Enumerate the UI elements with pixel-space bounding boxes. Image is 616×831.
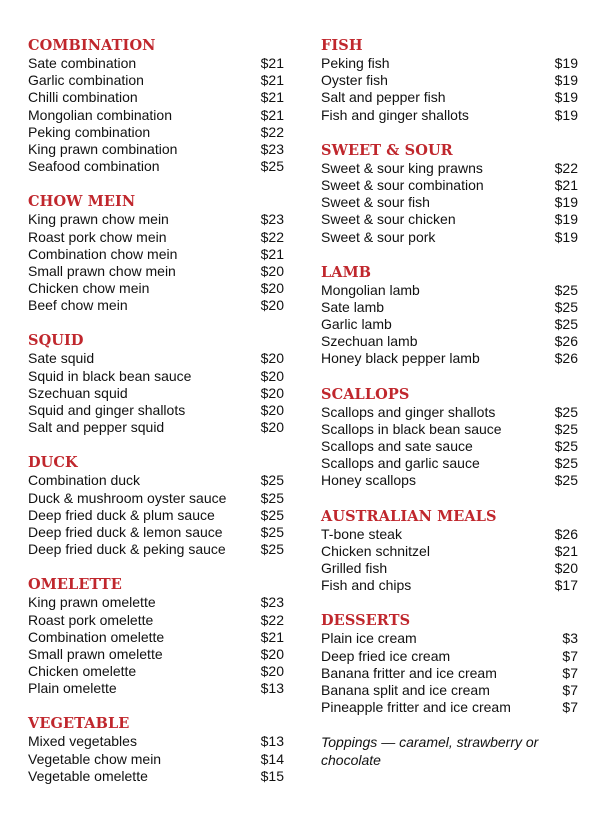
- menu-item: [28, 680, 284, 697]
- section-title: LAMB: [321, 263, 372, 281]
- menu-item: [321, 543, 578, 560]
- menu-item-name: Chicken chow mein: [28, 280, 150, 297]
- menu-item-name: Roast pork chow mein: [28, 228, 167, 245]
- menu-item: [28, 751, 284, 768]
- menu-item-price: $21: [260, 245, 284, 262]
- menu-item-name: Deep fried ice cream: [321, 647, 451, 664]
- menu-item: [321, 55, 578, 72]
- menu-item-price: $23: [260, 594, 284, 611]
- toppings-note: Toppings — caramel, strawberry or chocolate: [321, 734, 539, 768]
- menu-item-name: Oyster fish: [321, 72, 388, 89]
- menu-item: [28, 124, 284, 141]
- menu-item-price: $25: [554, 298, 578, 315]
- menu-section-combination: [28, 37, 284, 175]
- menu-section-sweet-and-sour: [321, 142, 578, 246]
- menu-item: [28, 141, 284, 158]
- menu-item: [321, 89, 578, 106]
- menu-item-name: Honey scallops: [321, 472, 416, 489]
- menu-item-price: $22: [260, 228, 284, 245]
- menu-item: [321, 107, 578, 124]
- menu-item-name: Mongolian combination: [28, 106, 172, 123]
- section-title: VEGETABLE: [28, 715, 130, 733]
- menu-section-australian-meals: [321, 508, 578, 595]
- menu-item-price: $19: [554, 89, 578, 106]
- menu-item-price: $19: [554, 228, 578, 245]
- menu-column-left: [28, 37, 284, 785]
- menu-item: [321, 194, 578, 211]
- menu-item-name: Squid in black bean sauce: [28, 367, 192, 384]
- menu-item-list: [28, 211, 284, 314]
- menu-item-name: Peking combination: [28, 123, 151, 140]
- menu-item: [321, 282, 578, 299]
- menu-item-list: [321, 55, 578, 124]
- menu-item: [28, 280, 284, 297]
- menu-item-name: Sweet & sour king prawns: [321, 159, 483, 176]
- menu-item-price: $25: [554, 403, 578, 420]
- menu-item-list: [28, 594, 284, 697]
- menu-item-list: [321, 526, 578, 595]
- menu-item-name: Banana split and ice cream: [321, 681, 490, 698]
- menu-item-list: [321, 160, 578, 246]
- menu-item: [28, 629, 284, 646]
- menu-item-price: $20: [554, 559, 578, 576]
- menu-item-name: Fish and ginger shallots: [321, 106, 469, 123]
- menu-item: [28, 72, 284, 89]
- menu-item-name: Sweet & sour combination: [321, 176, 484, 193]
- menu-item-name: Mixed vegetables: [28, 733, 137, 750]
- menu-item-price: $20: [260, 419, 284, 436]
- menu-item-price: $25: [260, 158, 284, 175]
- menu-item-price: $22: [554, 159, 578, 176]
- menu-item: [321, 438, 578, 455]
- menu-item-price: $3: [562, 630, 578, 647]
- menu-item: [321, 350, 578, 367]
- menu-item-name: Deep fried duck & lemon sauce: [28, 523, 223, 540]
- menu-item-name: T-bone steak: [321, 525, 402, 542]
- menu-item-price: $7: [562, 664, 578, 681]
- menu-item-price: $13: [260, 680, 284, 697]
- menu-item-price: $25: [260, 523, 284, 540]
- menu-item: [28, 246, 284, 263]
- menu-item-name: Seafood combination: [28, 158, 160, 175]
- menu-section-omelette: [28, 576, 284, 697]
- menu-item-name: Mongolian lamb: [321, 281, 420, 298]
- menu-item-name: King prawn omelette: [28, 594, 156, 611]
- menu-item: [28, 419, 284, 436]
- menu-section-fish: [321, 37, 578, 124]
- menu-item-price: $20: [260, 262, 284, 279]
- menu-item: [321, 699, 578, 716]
- menu-item-price: $25: [260, 506, 284, 523]
- section-title: SWEET & SOUR: [321, 141, 453, 159]
- menu-item: [28, 107, 284, 124]
- menu-item-price: $20: [260, 367, 284, 384]
- menu-item-name: Small prawn omelette: [28, 645, 163, 662]
- menu-item-price: $21: [260, 55, 284, 71]
- menu-item: [28, 385, 284, 402]
- menu-item-name: Grilled fish: [321, 559, 388, 576]
- menu-item-name: Beef chow mein: [28, 297, 128, 314]
- menu-item-name: Szechuan squid: [28, 384, 128, 401]
- menu-item: [28, 472, 284, 489]
- menu-item-price: $26: [554, 525, 578, 542]
- menu-item: [321, 421, 578, 438]
- menu-item-name: Sate lamb: [321, 298, 385, 315]
- menu-item-price: $7: [562, 681, 578, 698]
- menu-item: [321, 665, 578, 682]
- menu-item-name: Szechuan lamb: [321, 333, 418, 350]
- menu-item-price: $20: [260, 297, 284, 314]
- menu-item-price: $20: [260, 645, 284, 662]
- menu-item-name: Sate combination: [28, 55, 137, 71]
- menu-item-price: $20: [260, 402, 284, 418]
- menu-item: [28, 55, 284, 72]
- menu-item-name: Roast pork omelette: [28, 611, 154, 628]
- menu-item: [321, 211, 578, 228]
- menu-item-price: $25: [554, 455, 578, 472]
- menu-item-price: $21: [554, 542, 578, 559]
- menu-item-name: Scallops and ginger shallots: [321, 403, 496, 420]
- menu-item-name: Plain omelette: [28, 680, 117, 697]
- menu-item: [28, 507, 284, 524]
- menu-item-price: $15: [260, 767, 284, 784]
- menu-item-list: [321, 282, 578, 368]
- menu-item-price: $21: [260, 72, 284, 89]
- menu-item-name: Salt and pepper fish: [321, 89, 446, 106]
- menu-item-name: Deep fried duck & peking sauce: [28, 541, 226, 558]
- menu-item-price: $21: [260, 89, 284, 106]
- menu-item-price: $19: [554, 55, 578, 71]
- menu-item-price: $25: [554, 472, 578, 489]
- menu-item-price: $19: [554, 211, 578, 228]
- menu-item-price: $7: [562, 647, 578, 664]
- menu-item-price: $19: [554, 106, 578, 123]
- menu-item: [321, 648, 578, 665]
- menu-item: [28, 158, 284, 175]
- section-title: DESSERTS: [321, 612, 411, 630]
- menu-item-name: Squid and ginger shallots: [28, 402, 186, 418]
- menu-item-name: Vegetable chow mein: [28, 750, 162, 767]
- section-title: FISH: [321, 37, 363, 54]
- menu-item: [28, 402, 284, 419]
- menu-item-name: Scallops in black bean sauce: [321, 420, 502, 437]
- menu-section-scallops: [321, 386, 578, 490]
- menu-item-price: $22: [260, 611, 284, 628]
- menu-item-price: $20: [260, 280, 284, 297]
- menu-item: [321, 472, 578, 489]
- menu-item: [28, 646, 284, 663]
- menu-section-lamb: [321, 264, 578, 368]
- menu-item-name: Salt and pepper squid: [28, 419, 165, 436]
- menu-item: [321, 526, 578, 543]
- menu-item-name: Chilli combination: [28, 89, 138, 106]
- menu-item-price: $14: [260, 750, 284, 767]
- menu-item-list: [321, 630, 578, 716]
- menu-item-price: $13: [260, 733, 284, 750]
- menu-item-price: $20: [260, 384, 284, 401]
- menu-item: [321, 630, 578, 647]
- section-title: SQUID: [28, 332, 84, 350]
- menu-item: [321, 682, 578, 699]
- menu-item-list: [321, 404, 578, 490]
- menu-item-price: $25: [554, 316, 578, 333]
- menu-item-price: $23: [260, 140, 284, 157]
- menu-item-name: Banana fritter and ice cream: [321, 664, 497, 681]
- menu-item-list: [28, 350, 284, 436]
- menu-item: [28, 229, 284, 246]
- menu-item-name: Plain ice cream: [321, 630, 417, 647]
- menu-section-duck: [28, 454, 284, 558]
- menu-item-name: King prawn combination: [28, 140, 178, 157]
- menu-item-list: [28, 55, 284, 175]
- menu-item-price: $20: [260, 350, 284, 367]
- menu-item-name: Garlic combination: [28, 72, 144, 89]
- menu-item: [28, 768, 284, 785]
- menu-item-price: $25: [554, 420, 578, 437]
- menu-item-name: Scallops and garlic sauce: [321, 455, 480, 472]
- menu-item-price: $7: [562, 699, 578, 716]
- menu-item-name: Pineapple fritter and ice cream: [321, 699, 511, 716]
- menu-item-price: $25: [554, 438, 578, 454]
- menu-item-name: Chicken schnitzel: [321, 542, 430, 559]
- menu-section-squid: [28, 332, 284, 436]
- menu-item-name: Combination duck: [28, 472, 141, 489]
- menu-item: [28, 612, 284, 629]
- menu-item: [28, 490, 284, 507]
- menu-item: [321, 299, 578, 316]
- section-title: DUCK: [28, 454, 78, 472]
- menu-item-name: Vegetable omelette: [28, 767, 148, 784]
- menu-item: [28, 89, 284, 106]
- menu-item: [321, 333, 578, 350]
- menu-item-name: Scallops and sate sauce: [321, 438, 473, 454]
- section-title: AUSTRALIAN MEALS: [321, 507, 497, 525]
- menu-item: [321, 160, 578, 177]
- menu-item: [321, 229, 578, 246]
- menu-item-name: Deep fried duck & plum sauce: [28, 506, 215, 523]
- section-title: SCALLOPS: [321, 385, 410, 403]
- section-title: COMBINATION: [28, 37, 156, 54]
- menu-item-name: Garlic lamb: [321, 316, 392, 333]
- menu-item: [321, 455, 578, 472]
- menu-item-list: [28, 733, 284, 785]
- menu-item-price: $20: [260, 663, 284, 680]
- menu-item-price: $25: [260, 541, 284, 558]
- menu-item-price: $21: [260, 106, 284, 123]
- menu-item-price: $25: [260, 472, 284, 489]
- menu-item-name: King prawn chow mein: [28, 211, 169, 228]
- menu-item-price: $26: [554, 333, 578, 350]
- menu-section-vegetable: [28, 715, 284, 785]
- menu-item: [28, 263, 284, 280]
- menu-item-name: Small prawn chow mein: [28, 262, 176, 279]
- menu-item-price: $23: [260, 211, 284, 228]
- menu-item-name: Sweet & sour chicken: [321, 211, 456, 228]
- menu-item: [28, 594, 284, 611]
- menu-item: [28, 733, 284, 750]
- menu-item-price: $17: [554, 577, 578, 594]
- menu-item-name: Sweet & sour fish: [321, 194, 430, 211]
- menu-column-right: [321, 37, 578, 769]
- menu-item: [28, 350, 284, 367]
- menu-item: [321, 316, 578, 333]
- menu-item-name: Honey black pepper lamb: [321, 350, 480, 367]
- menu-item-name: Fish and chips: [321, 577, 412, 594]
- section-title: OMELETTE: [28, 576, 122, 594]
- menu-item: [28, 663, 284, 680]
- menu-item-name: Duck & mushroom oyster sauce: [28, 489, 227, 506]
- menu-item: [321, 72, 578, 89]
- menu-item-name: Sweet & sour pork: [321, 228, 436, 245]
- menu-item-price: $25: [554, 281, 578, 298]
- menu-item-price: $19: [554, 72, 578, 89]
- menu-item: [321, 404, 578, 421]
- menu-item-price: $25: [260, 489, 284, 506]
- menu-section-desserts: [321, 612, 578, 716]
- menu-item-price: $22: [260, 123, 284, 140]
- menu-item-price: $26: [554, 350, 578, 367]
- menu-item: [28, 368, 284, 385]
- menu-item: [321, 577, 578, 594]
- menu-item: [321, 177, 578, 194]
- menu-item-name: Chicken omelette: [28, 663, 137, 680]
- menu-item: [321, 560, 578, 577]
- menu-item-price: $21: [554, 176, 578, 193]
- menu-item: [28, 297, 284, 314]
- menu-item: [28, 211, 284, 228]
- menu-section-chow-mein: [28, 193, 284, 314]
- menu-item-list: [28, 472, 284, 558]
- menu-item: [28, 541, 284, 558]
- menu-item-name: Sate squid: [28, 350, 95, 367]
- section-title: CHOW MEIN: [28, 193, 136, 211]
- menu-item-price: $21: [260, 628, 284, 645]
- menu-item-name: Combination chow mein: [28, 245, 178, 262]
- menu-item-name: Combination omelette: [28, 628, 165, 645]
- menu-item-price: $19: [554, 194, 578, 211]
- menu-item-name: Peking fish: [321, 55, 390, 71]
- menu-item: [28, 524, 284, 541]
